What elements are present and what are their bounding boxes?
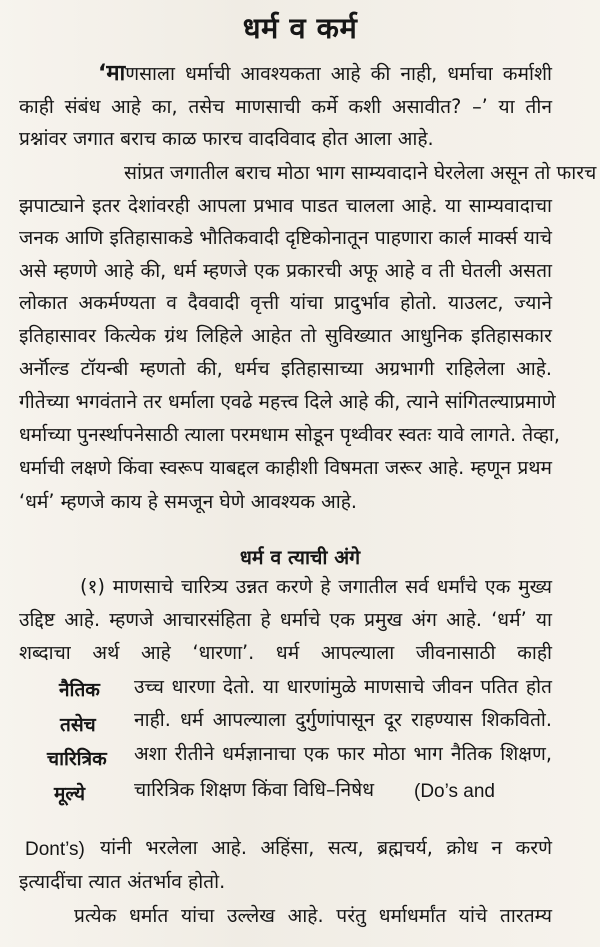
para2-line-10: धर्माची लक्षणे किंवा स्वरूप याबद्दल काहीशी विषमता जरूर आहे. म्हणून प्रथम [19, 456, 552, 479]
para4-line-1: प्रत्येक धर्मात यांचा उल्लेख आहे. परंतु धर्माधर्मांत यांचे तारतम्य [74, 904, 552, 927]
para3-line-5: नाही. धर्म आपल्याला दुर्गुणांपासून दूर राहण्यास शिकवितो. [134, 708, 552, 731]
margin-term-character: चारित्रिक [47, 748, 107, 770]
para2-line-2: झपाट्याने इतर देशांवरही आपला प्रभाव पाडत चालला आहे. या साम्यवादाचा [19, 194, 552, 217]
para2-line-5: लोकात अकर्मण्यता व दैववादी वृत्ती यांचा प्रादुर्भाव होतो. याउलट, ज्याने [19, 291, 552, 314]
para2-line-4: असे म्हणणे आहे की, धर्म म्हणजे एक प्रकारची अफू आहे व ती घेतली असता [19, 259, 552, 282]
para2-line-1: सांप्रत जगातील बराच मोठा भाग साम्यवादाने घेरलेला असून तो फारच [124, 161, 597, 184]
para2-line-11: ‘धर्म’ म्हणजे काय हे समजून घेणे आवश्यक आहे. [19, 490, 358, 513]
section-heading: धर्म व त्याची अंगे [239, 546, 361, 569]
intro-lead-letters: ‘मा [98, 61, 126, 86]
para3-line-4: उच्च धारणा देतो. या धारणांमुळे माणसाचे जीवन पतित होत [134, 675, 552, 698]
para2-line-7: अर्नॉल्ड टॉयन्बी म्हणतो की, धर्मच इतिहासाच्या अग्रभागी राहिलेला आहे. [19, 357, 552, 380]
para3-line-1: (१) माणसाचे चारित्र्य उन्नत करणे हे जगातील सर्व धर्मांचे एक मुख्य [80, 575, 552, 598]
para3-line-3: शब्दाचा अर्थ आहे ‘धारणा’. धर्म आपल्याला जीवनासाठी काही [19, 641, 552, 664]
para3-line-8: यांनी भरलेला आहे. अहिंसा, सत्य, ब्रह्मचर्य, क्रोध न करणे [100, 836, 552, 859]
para2-line-8: गीतेच्या भगवंताने तर धर्माला एवढे महत्त्व दिले आहे की, त्याने सांगितल्याप्रमाणे [19, 390, 556, 413]
margin-term-values: मूल्ये [54, 783, 86, 805]
intro-line-2: काही संबंध आहे का, तसेच माणसाची कर्मे कशी असावीत? –’ या तीन [19, 95, 552, 118]
para3-line-7-english: (Do’s and [414, 781, 495, 802]
margin-term-also: तसेच [60, 714, 96, 736]
para3-line-7: चारित्रिक शिक्षण किंवा विधि–निषेध [134, 778, 375, 801]
para3-line-9: इत्यादींचा त्यात अंतर्भाव होतो. [19, 870, 226, 893]
intro-line-1-text: णसाला धर्माची आवश्यकता आहे की नाही, धर्माचा कर्माशी [125, 62, 552, 85]
para3-line-6: अशा रीतीने धर्मज्ञानाचा एक फार मोठा भाग नैतिक शिक्षण, [134, 742, 552, 765]
para3-line-2: उद्दिष्ट आहे. म्हणजे आचारसंहिता हे धर्माचे एक प्रमुख अंग आहे. ‘धर्म’ या [19, 608, 552, 631]
page-title: धर्म व कर्म [242, 11, 358, 45]
intro-line-3: प्रश्नांवर जगात बराच काळ फारच वादविवाद होत आला आहे. [19, 127, 434, 150]
para3-line-8-english: Dont’s) [25, 839, 85, 860]
intro-line-1 [98, 63, 552, 85]
margin-term-ethical: नैतिक [59, 679, 100, 701]
para2-line-6: इतिहासावर कित्येक ग्रंथ लिहिले आहेत तो सुविख्यात आधुनिक इतिहासकार [19, 324, 552, 347]
para2-line-9: धर्माच्या पुनर्स्थापनेसाठी त्याला परमधाम सोडून पृथ्वीवर स्वतः यावे लागते. तेव्हा, [19, 423, 560, 446]
para2-line-3: जनक आणि इतिहासाकडे भौतिकवादी दृष्टिकोनातून पाहणारा कार्ल मार्क्स याचे [19, 226, 552, 249]
